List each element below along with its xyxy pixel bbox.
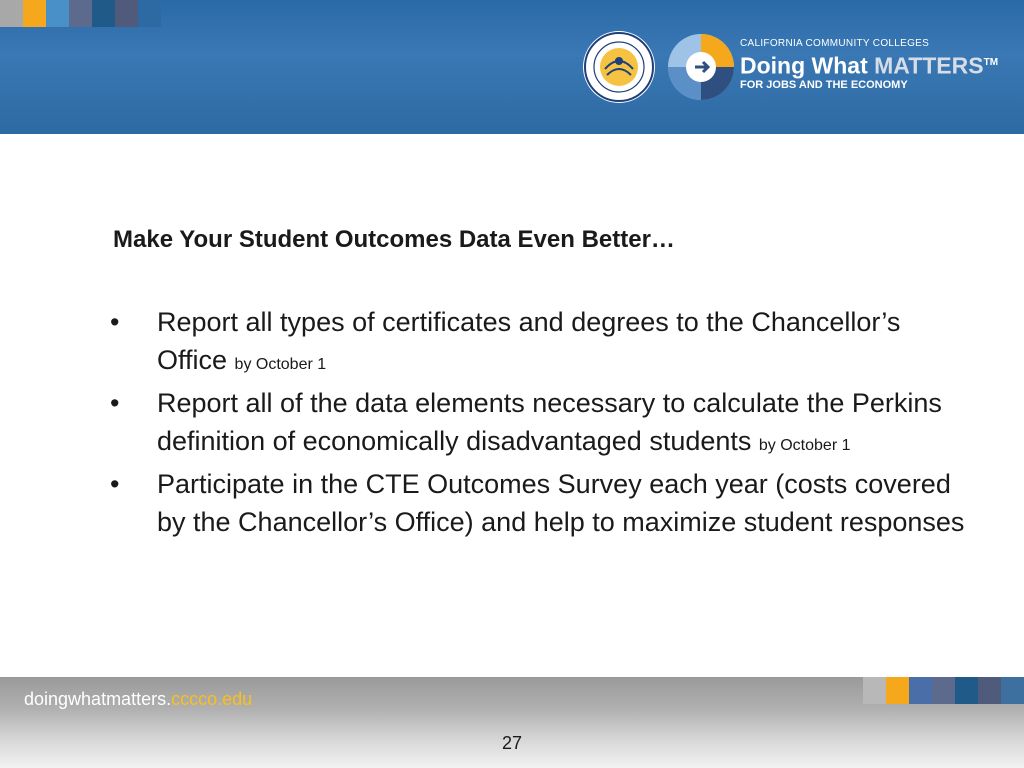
header-banner <box>0 0 1024 134</box>
bullet-note: by October 1 <box>234 356 327 373</box>
footer-website-link[interactable]: doingwhatmatters.cccco.edu <box>24 689 253 709</box>
decorative-squares-top <box>0 0 161 27</box>
california-community-colleges-seal-logo <box>583 31 655 103</box>
brand-top-line: CALIFORNIA COMMUNITY COLLEGES <box>740 38 930 49</box>
bullet-marker: • <box>110 307 120 337</box>
doing-what-matters-wordmark <box>740 38 998 92</box>
bullet-item <box>110 384 970 465</box>
slide-title: Make Your Student Outcomes Data Even Better… <box>113 226 675 253</box>
brand-sub-line: FOR JOBS AND THE ECONOMY <box>740 78 908 91</box>
footer-bar <box>0 677 1024 768</box>
doing-what-matters-icon <box>666 32 736 102</box>
bullet-marker: • <box>110 469 120 499</box>
bullet-item <box>110 465 970 541</box>
bullet-text: Report all types of certificates and degrees to the Chancellor’s Office <box>157 307 901 375</box>
page-number: 27 <box>501 733 523 753</box>
decorative-squares-bottom <box>863 677 1024 704</box>
bullet-item <box>110 303 970 384</box>
bullet-text: Report all of the data elements necessary to calculate the Perkins definition of economically disadvantaged students <box>157 388 942 456</box>
brand-main-line: Doing What MATTERS™ <box>740 52 999 79</box>
bullet-marker: • <box>110 388 120 418</box>
bullet-list <box>110 303 970 541</box>
bullet-note: by October 1 <box>758 437 851 454</box>
bullet-text: Participate in the CTE Outcomes Survey each year (costs covered by the Chancellor’s Office) and help to maximize student responses <box>157 469 965 537</box>
